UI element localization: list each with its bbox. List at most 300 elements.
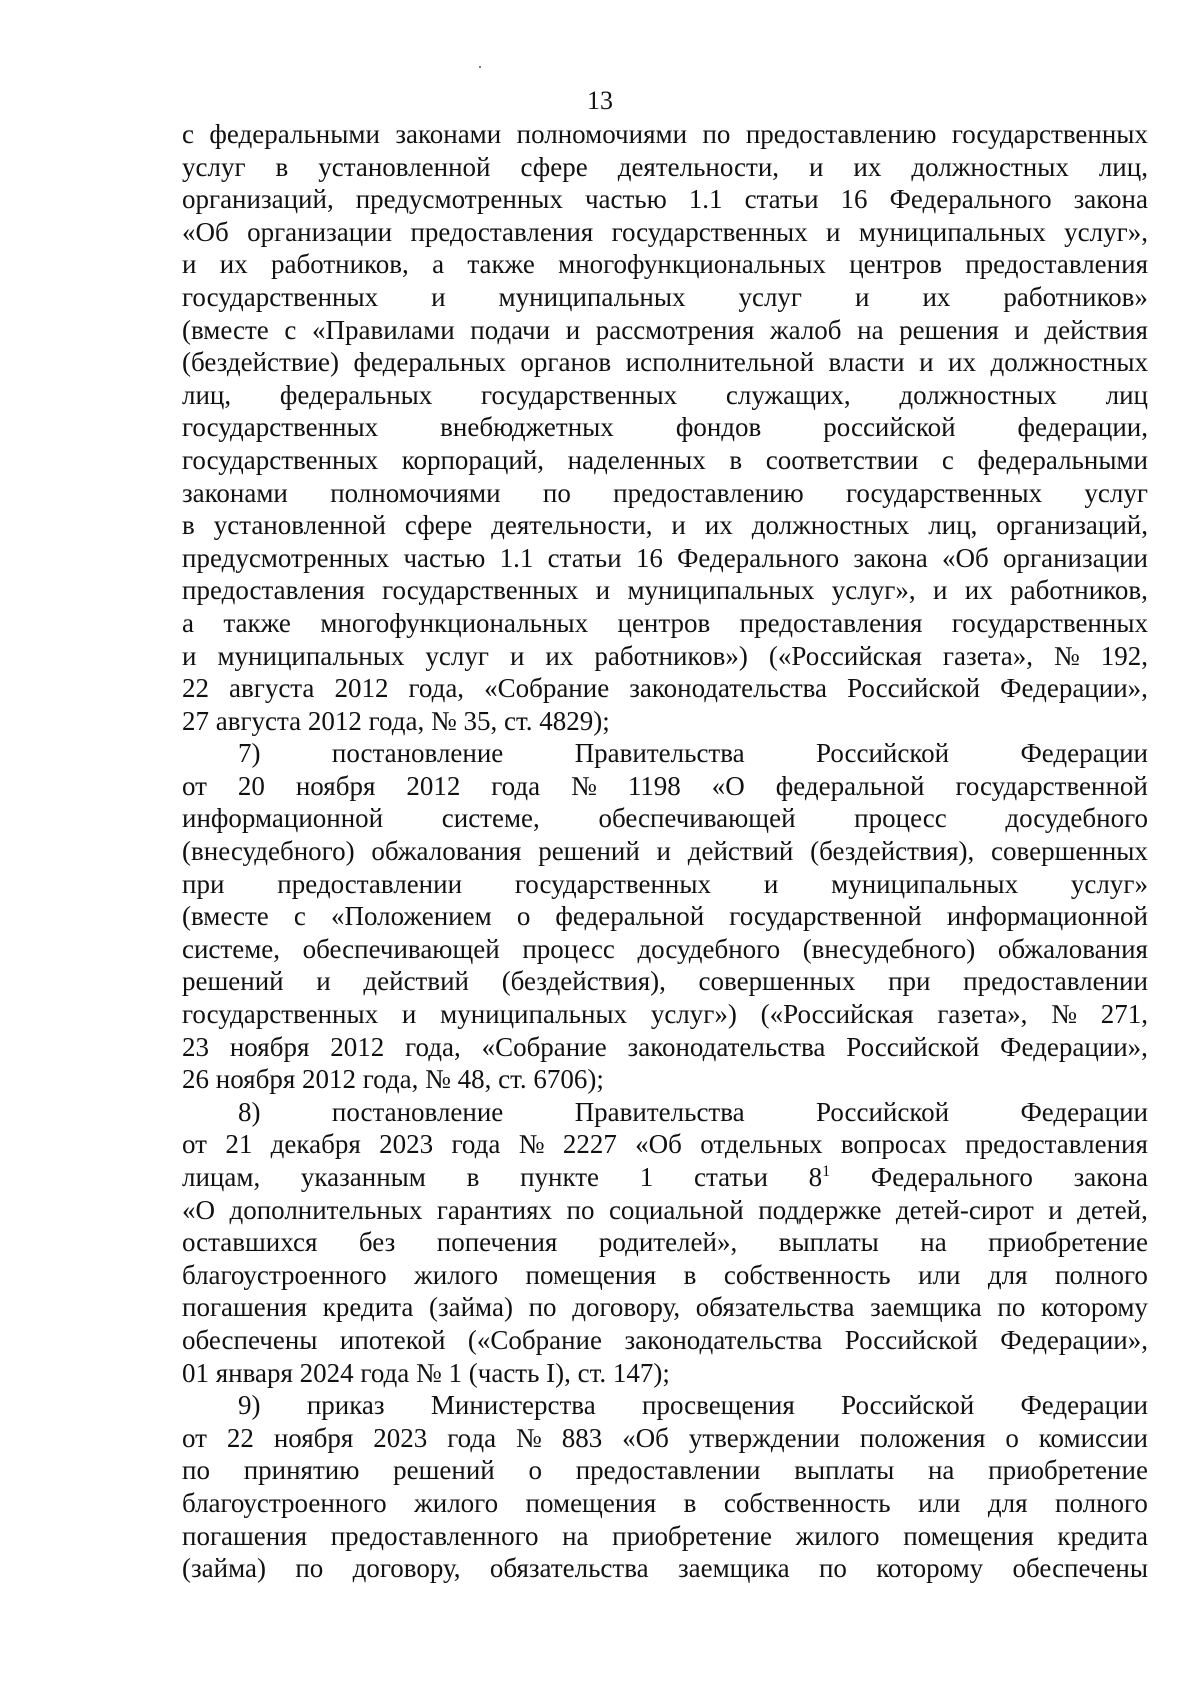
word: «Собрание: [481, 1031, 607, 1062]
word: Федерации»,: [1000, 1324, 1148, 1355]
text-line: [182, 477, 1148, 510]
word: Российской: [844, 1324, 978, 1355]
word: ноября: [273, 1422, 354, 1453]
word: центров: [849, 249, 942, 280]
word: предоставления: [182, 575, 365, 606]
word: или: [918, 1487, 961, 1518]
word: организации: [1003, 542, 1148, 573]
text-line: [182, 248, 1148, 281]
word: Федерации: [1020, 1390, 1148, 1421]
word: вопросах: [840, 1129, 947, 1160]
text-line: [182, 1487, 1148, 1520]
word: и: [565, 314, 581, 345]
text-line: [182, 640, 1148, 673]
word: действий: [363, 966, 470, 997]
word: договору,: [572, 1292, 681, 1323]
text-line: [182, 1194, 1148, 1227]
word: предоставления: [965, 249, 1148, 280]
word: процесс: [854, 803, 947, 834]
word: которому: [876, 1553, 984, 1584]
word: (бездействия),: [810, 836, 975, 867]
word: установленной: [213, 510, 386, 541]
word: полномочиями: [516, 119, 688, 149]
word: Федерального: [677, 542, 840, 573]
word: помещения: [525, 1259, 657, 1290]
text-line: 26 ноября 2012 года, № 48, ст. 6706);: [182, 1064, 604, 1095]
word: августа: [229, 673, 315, 704]
text-line: [182, 1552, 1148, 1585]
word: федеральной: [775, 770, 925, 801]
text-line: [182, 965, 1148, 998]
word: услуг: [425, 640, 489, 671]
word: 7): [238, 738, 261, 769]
word: должностных: [990, 347, 1148, 378]
word: решений: [538, 836, 640, 867]
word: года,: [405, 1031, 461, 1062]
text-line: [182, 835, 1148, 868]
word: 2012: [334, 673, 389, 704]
word: статьи: [693, 1162, 768, 1192]
word: для: [987, 1487, 1028, 1518]
word: услуг: [1084, 477, 1148, 508]
word: Федерального: [889, 184, 1052, 215]
word: пункте: [520, 1162, 600, 1192]
word: года: [447, 1422, 497, 1453]
text-line: [182, 542, 1148, 575]
word: должностных: [751, 510, 910, 541]
word: и: [401, 999, 417, 1030]
word: обжалования: [371, 836, 522, 867]
word: государственных: [514, 868, 711, 899]
word: собственность: [723, 1259, 891, 1290]
word: года: [451, 1129, 501, 1160]
word: (займа): [182, 1553, 266, 1584]
word: лиц: [1105, 379, 1148, 410]
word: родителей»,: [598, 1227, 738, 1258]
word: на: [920, 1227, 947, 1258]
word: комиссии: [1038, 1422, 1148, 1453]
text-line: [182, 900, 1148, 933]
word: с: [284, 314, 297, 345]
word: федерации,: [1017, 412, 1148, 443]
word: с: [293, 901, 306, 932]
word: для: [987, 1259, 1028, 1290]
word: государственных: [182, 999, 379, 1030]
word: организаций,: [182, 184, 334, 215]
word: законодательства: [624, 1324, 823, 1355]
word: с: [941, 444, 954, 475]
word: газета»,: [942, 640, 1033, 671]
word: решений: [393, 1455, 495, 1486]
text-line: [182, 672, 1148, 705]
text-line: [182, 1389, 1148, 1422]
word: государственной: [955, 770, 1148, 801]
text-line: [182, 1031, 1148, 1064]
word: статьи: [744, 184, 819, 215]
word: на: [927, 1455, 955, 1486]
word: Российской: [816, 738, 950, 769]
word: предусмотренных: [182, 542, 390, 573]
word: по: [702, 119, 731, 149]
word: Федерации: [1020, 1096, 1148, 1127]
word: обеспечивающей: [598, 803, 796, 834]
word: положения: [859, 1422, 986, 1453]
word: и: [656, 836, 671, 867]
word: муниципальных: [217, 640, 405, 671]
word: также: [223, 607, 291, 638]
word: предоставления: [739, 607, 923, 638]
word: 1: [639, 1162, 654, 1192]
word: также: [467, 249, 535, 280]
word: их: [922, 281, 951, 312]
word: системе,: [441, 803, 540, 834]
word: погашения: [182, 1520, 308, 1551]
word: подачи: [470, 314, 551, 345]
word: выплаты: [778, 1227, 879, 1258]
word: и: [932, 575, 948, 606]
word: их: [948, 347, 976, 378]
text-line: [182, 1324, 1148, 1357]
word: государственных: [611, 216, 808, 247]
word: Министерства: [430, 1390, 596, 1421]
scan-speck: [479, 66, 481, 68]
word: поддержке: [758, 1194, 882, 1225]
word: приказ: [306, 1390, 385, 1421]
text-line: [182, 118, 1148, 151]
word: или: [918, 1259, 961, 1290]
word: корпораций,: [401, 444, 545, 475]
word: в: [182, 510, 195, 541]
word: полного: [1055, 1487, 1148, 1518]
word: работников»: [1003, 281, 1148, 312]
word: услуг»: [1070, 868, 1148, 899]
word: обжалования: [997, 933, 1148, 964]
word: 8): [238, 1096, 261, 1127]
word: 2023: [379, 1129, 434, 1160]
word: оставшихся: [182, 1227, 318, 1258]
word: декабря: [270, 1129, 361, 1160]
word: от: [182, 770, 207, 801]
word: 22: [182, 673, 209, 704]
word: «Собрание: [484, 673, 610, 704]
word: информационной: [946, 901, 1148, 932]
word: предоставлению: [613, 477, 804, 508]
word: 883: [561, 1422, 603, 1453]
word: №: [571, 770, 597, 801]
word: («Собрание: [467, 1324, 602, 1355]
word: приобретение: [988, 1455, 1148, 1486]
word: приобретение: [988, 1227, 1148, 1258]
text-line: [182, 1226, 1148, 1259]
word: (внесудебного): [182, 836, 355, 867]
word: должностных: [911, 151, 1069, 182]
word: обязательства: [489, 1553, 649, 1584]
word: полного: [1055, 1259, 1148, 1290]
word: $8^1$: [808, 1162, 831, 1192]
word: органов: [520, 347, 612, 378]
word: и: [809, 151, 824, 182]
word: в: [683, 1259, 697, 1290]
word: погашения: [182, 1292, 308, 1323]
text-line: [182, 933, 1148, 966]
word: лиц,: [182, 379, 232, 410]
text-line: [182, 314, 1148, 347]
word: деятельности,: [617, 151, 780, 182]
word: 20: [237, 770, 265, 801]
text-line: [182, 1128, 1148, 1161]
word: сфере: [520, 151, 588, 182]
word: помещения: [525, 1487, 657, 1518]
word: полномочиями: [330, 477, 501, 508]
word: которому: [1041, 1292, 1148, 1323]
word: досудебного: [637, 933, 781, 964]
text-line: [182, 151, 1148, 184]
word: «О: [711, 770, 745, 801]
word: ипотекой: [339, 1324, 446, 1355]
text-line: [182, 868, 1148, 901]
word: действия: [1044, 314, 1148, 345]
word: услуг»,: [831, 575, 916, 606]
word: просвещения: [642, 1390, 795, 1421]
word: их: [545, 640, 574, 671]
word: федеральными: [977, 444, 1148, 475]
word: предоставленного: [330, 1520, 539, 1551]
word: должностных: [899, 379, 1057, 410]
word: по: [295, 1553, 324, 1584]
word: и: [182, 249, 197, 280]
word: (внесудебного): [802, 933, 976, 964]
word: №: [516, 1422, 542, 1453]
text-line: [182, 444, 1148, 477]
word: жилого: [414, 1259, 499, 1290]
word: информационной: [182, 803, 384, 834]
word: 271,: [1100, 999, 1148, 1030]
word: установленной: [318, 151, 491, 182]
word: законодательства: [629, 673, 828, 704]
text-line: [182, 998, 1148, 1031]
word: государственных: [182, 412, 379, 443]
page-number: 13: [587, 86, 613, 115]
word: и: [763, 868, 779, 899]
word: от: [182, 1129, 207, 1160]
text-line: [182, 346, 1148, 379]
word: (вместе: [182, 314, 269, 345]
word: «Об: [182, 216, 229, 247]
word: муниципальных: [498, 281, 686, 312]
word: многофункциональных: [558, 249, 826, 280]
word: и: [509, 640, 525, 671]
word: государственных: [382, 575, 579, 606]
word: закона: [1073, 184, 1148, 215]
word: предоставлении: [277, 868, 463, 899]
word: 9): [238, 1390, 261, 1421]
body-text: [182, 118, 1148, 1585]
text-line: [182, 281, 1148, 314]
word: и: [431, 281, 446, 312]
word: и: [182, 640, 197, 671]
word: Российской: [846, 1031, 980, 1062]
word: (бездействия),: [501, 966, 666, 997]
word: и: [855, 281, 870, 312]
word: по: [542, 477, 571, 508]
word: детей,: [1077, 1194, 1148, 1225]
word: и: [1048, 1194, 1063, 1225]
word: Правительства: [574, 738, 745, 769]
word: №: [1051, 999, 1077, 1030]
word: частью: [584, 184, 667, 215]
word: при: [182, 868, 225, 899]
word: 1.1: [688, 184, 723, 215]
word: по: [182, 1455, 210, 1486]
word: Федерации: [1020, 738, 1148, 769]
word: государственной: [729, 901, 922, 932]
word: служащих,: [725, 379, 851, 410]
word: детей-сирот: [895, 1194, 1034, 1225]
word: попечения: [436, 1227, 558, 1258]
word: «Правилами: [311, 314, 455, 345]
word: действий: [687, 836, 794, 867]
word: указанным: [300, 1162, 426, 1192]
word: по: [528, 1292, 557, 1323]
word: «Об: [635, 1129, 682, 1160]
word: федеральных: [353, 347, 506, 378]
word: на: [562, 1520, 589, 1551]
word: предоставления: [410, 216, 594, 247]
word: «Об: [942, 542, 989, 573]
word: федеральными: [209, 119, 380, 149]
word: а: [432, 249, 445, 280]
word: рассмотрения: [595, 314, 755, 345]
word: их: [964, 575, 993, 606]
word: деятельности,: [491, 510, 653, 541]
text-line: [182, 574, 1148, 607]
text-line: [182, 1422, 1148, 1455]
word: («Российская: [760, 999, 914, 1030]
word: их: [853, 151, 882, 182]
word: договору,: [352, 1553, 461, 1584]
text-line: [182, 1096, 1148, 1129]
word: а: [182, 607, 194, 638]
word: обеспечены: [182, 1324, 318, 1355]
word: обязательства: [695, 1292, 855, 1323]
text-line: [182, 802, 1148, 835]
text-line: [182, 216, 1148, 249]
word: принятию: [243, 1455, 360, 1486]
word: Правительства: [574, 1096, 745, 1127]
word: Федерации»,: [1000, 1031, 1148, 1062]
word: законодательства: [627, 1031, 826, 1062]
word: 1198: [627, 770, 681, 801]
text-line: 27 августа 2012 года, № 35, ст. 4829);: [182, 705, 610, 736]
text-line: [182, 183, 1148, 216]
word: законами: [395, 119, 502, 149]
word: 192,: [1100, 640, 1148, 671]
word: социальной: [608, 1194, 744, 1225]
word: 2023: [373, 1422, 428, 1453]
word: работников,: [270, 249, 409, 280]
word: российской: [823, 412, 956, 443]
word: ноября: [295, 770, 376, 801]
word: Российской: [847, 673, 981, 704]
word: (займа): [428, 1292, 513, 1323]
word: по: [997, 1292, 1026, 1323]
word: внебюджетных: [440, 412, 614, 443]
word: и: [919, 347, 934, 378]
text-line: [182, 1291, 1148, 1324]
word: предусмотренных: [355, 184, 563, 215]
word: государственных: [182, 281, 379, 312]
word: собственность: [723, 1487, 891, 1518]
word: статьи: [547, 542, 622, 573]
word: предоставлению: [745, 119, 937, 149]
text-line: [182, 737, 1148, 770]
word: заемщика: [677, 1553, 790, 1584]
word: о: [516, 901, 531, 932]
word: закона: [1073, 1162, 1148, 1192]
word: работников,: [1010, 575, 1148, 606]
word: от: [182, 1422, 207, 1453]
word: лицам,: [182, 1162, 261, 1192]
word: на: [857, 314, 884, 345]
word: Федерального: [870, 1162, 1033, 1192]
word: совершенных: [991, 836, 1148, 867]
word: кредита: [322, 1292, 414, 1323]
word: частью: [403, 542, 486, 573]
word: государственных: [951, 119, 1148, 149]
word: государственных: [481, 379, 678, 410]
word: федеральных: [279, 379, 433, 410]
text-line: [182, 607, 1148, 640]
word: жалоб: [769, 314, 842, 345]
word: благоустроенного: [182, 1487, 387, 1518]
word: и: [595, 575, 611, 606]
text-line: [182, 379, 1148, 412]
word: 16: [840, 184, 868, 215]
word: при: [888, 966, 931, 997]
text-line: [182, 411, 1148, 444]
word: постановление: [331, 1096, 504, 1127]
word: по: [818, 1553, 847, 1584]
word: в: [683, 1487, 697, 1518]
word: власти: [828, 347, 905, 378]
word: государственных: [951, 607, 1148, 638]
word: отдельных: [700, 1129, 823, 1160]
word: предоставления: [965, 1129, 1148, 1160]
word: работников»): [594, 640, 748, 671]
word: их: [704, 510, 733, 541]
word: «Положением: [331, 901, 492, 932]
word: услуг: [182, 151, 246, 182]
word: предоставлении: [963, 966, 1148, 997]
text-line: [182, 1520, 1148, 1553]
word: благоустроенного: [182, 1259, 387, 1290]
word: кредита: [1057, 1520, 1148, 1551]
word: исполнительной: [625, 347, 815, 378]
word: решений: [182, 966, 284, 997]
word: лиц,: [1098, 151, 1148, 182]
word: наделенных: [567, 444, 706, 475]
word: по: [566, 1194, 595, 1225]
word: «О: [182, 1194, 215, 1225]
word: с: [182, 119, 194, 149]
word: услуг: [738, 281, 803, 312]
word: многофункциональных: [320, 607, 589, 638]
word: решения: [899, 314, 999, 345]
word: заемщика: [870, 1292, 982, 1323]
word: закона: [853, 542, 928, 573]
word: муниципальных: [440, 999, 628, 1030]
word: Российской: [841, 1390, 975, 1421]
